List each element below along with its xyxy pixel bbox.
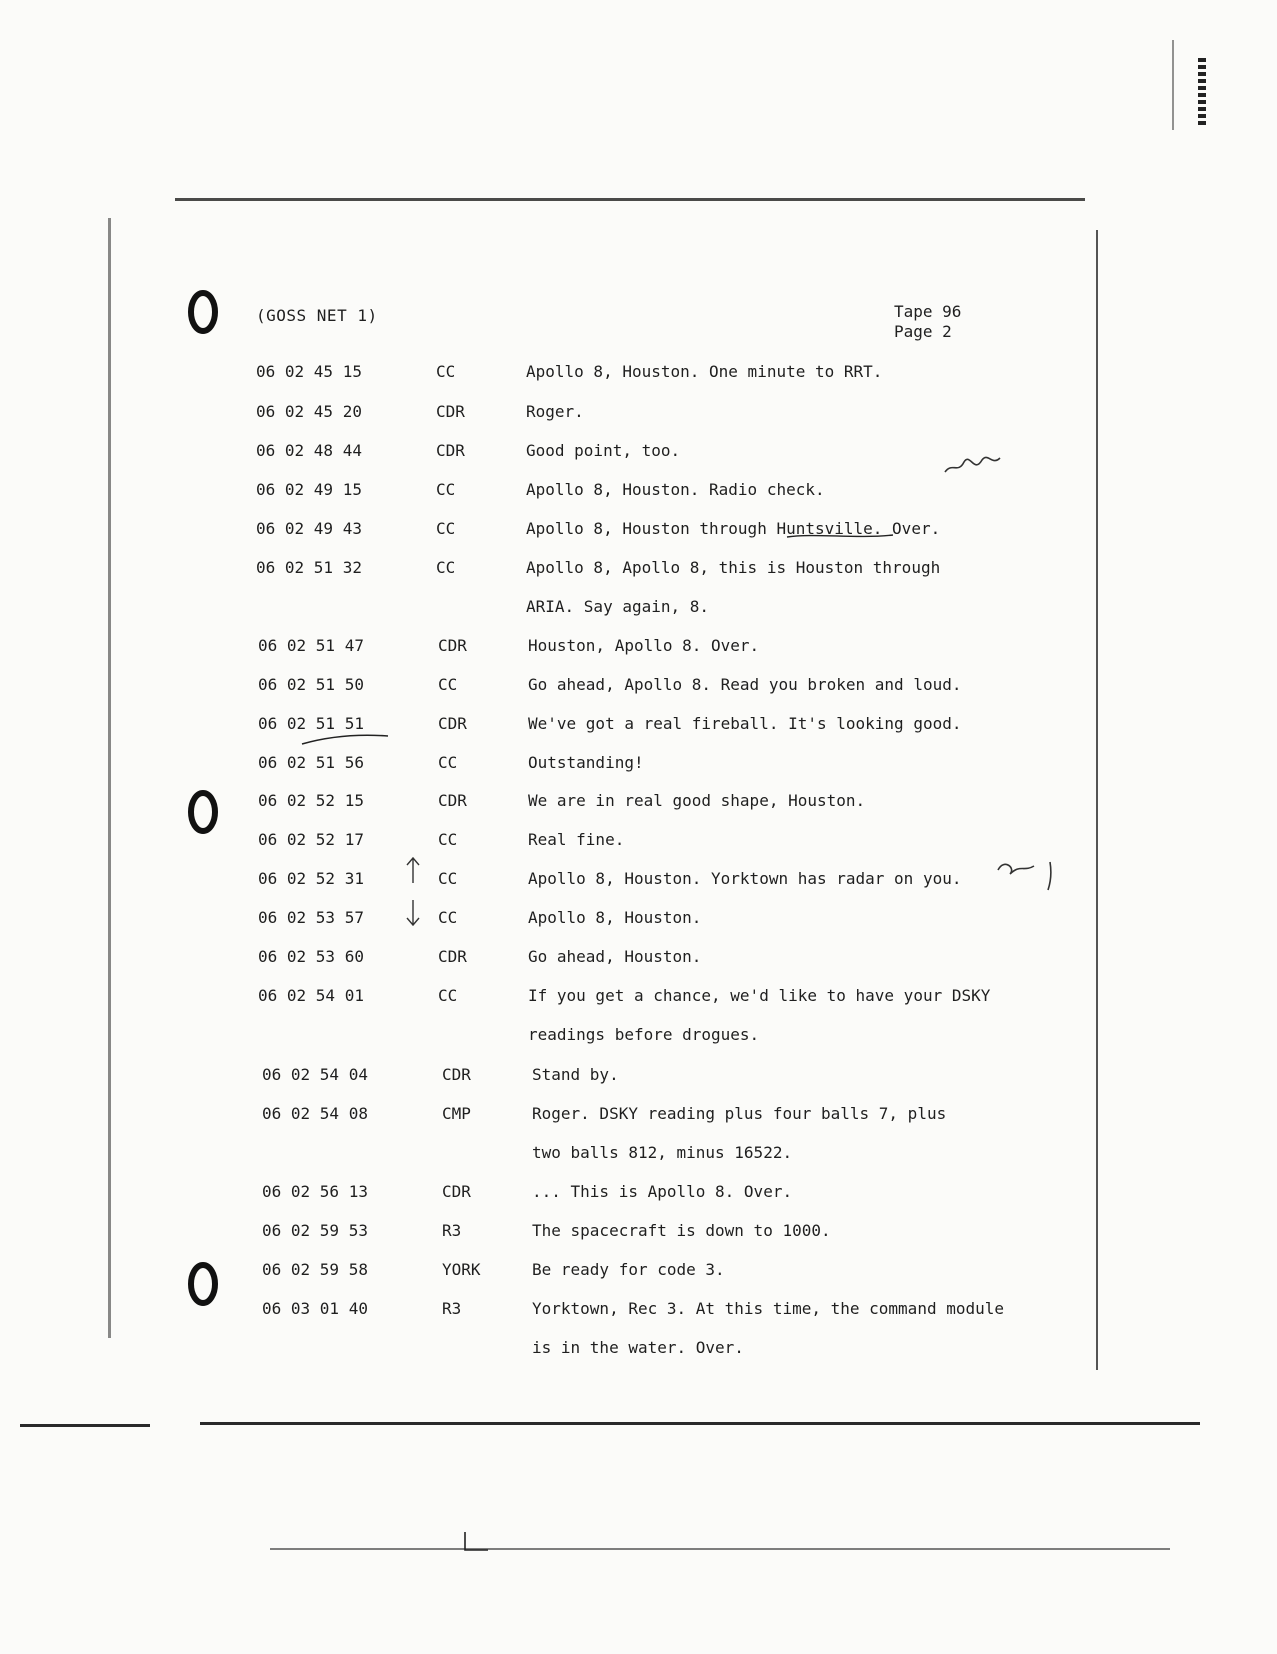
speaker: CDR (438, 791, 467, 810)
speaker: CMP (442, 1104, 471, 1123)
arrow-up-mark (403, 855, 423, 885)
speaker: CC (436, 362, 456, 381)
huntsville-underline (785, 531, 895, 541)
timestamp: 06 02 53 60 (258, 947, 364, 966)
utterance: Good point, too. (526, 441, 681, 460)
arrow-down-mark (403, 898, 423, 928)
utterance: Yorktown, Rec 3. At this time, the command module (532, 1299, 1005, 1318)
timestamp: 06 02 51 47 (258, 636, 364, 655)
utterance: Real fine. (528, 830, 625, 849)
speaker: CC (436, 519, 456, 538)
timestamp: 06 02 52 31 (258, 869, 364, 888)
timestamp: 06 02 52 15 (258, 791, 364, 810)
speaker: CC (438, 830, 458, 849)
timestamp: 06 02 52 17 (258, 830, 364, 849)
utterance: Apollo 8, Houston. Yorktown has radar on you. (528, 869, 962, 888)
timestamp: 06 02 51 56 (258, 753, 364, 772)
handwritten-annotation-margin (990, 850, 1160, 920)
speaker: CDR (436, 402, 465, 421)
timestamp: 06 03 01 40 (262, 1299, 368, 1318)
bottom-rule-left (20, 1424, 150, 1427)
utterance: Apollo 8, Houston. Radio check. (526, 480, 825, 499)
speaker: CDR (436, 441, 465, 460)
left-edge (108, 218, 111, 1338)
utterance: Houston, Apollo 8. Over. (528, 636, 760, 655)
speaker: R3 (442, 1299, 462, 1318)
corner-line (1172, 40, 1174, 130)
timestamp: 06 02 54 04 (262, 1065, 368, 1084)
handwritten-annotation-ring (940, 448, 1010, 478)
utterance: Outstanding! (528, 753, 644, 772)
utterance: Roger. (526, 402, 584, 421)
punch-hole-bottom (186, 1262, 220, 1306)
goss-net-label: (GOSS NET 1) (256, 306, 378, 325)
utterance-continuation: ARIA. Say again, 8. (526, 597, 710, 616)
right-rule (1096, 230, 1098, 1370)
corner-mark (1198, 58, 1206, 128)
utterance-continuation: readings before drogues. (528, 1025, 760, 1044)
utterance: ... This is Apollo 8. Over. (532, 1182, 793, 1201)
utterance-continuation: two balls 812, minus 16522. (532, 1143, 793, 1162)
utterance: Be ready for code 3. (532, 1260, 725, 1279)
speaker: R3 (442, 1221, 462, 1240)
speaker: YORK (442, 1260, 481, 1279)
utterance: Apollo 8, Apollo 8, this is Houston through (526, 558, 941, 577)
tape-number: Tape 96 (894, 302, 962, 321)
speaker: CC (436, 558, 456, 577)
timestamp: 06 02 51 51 (258, 714, 364, 733)
bottom-rule (200, 1422, 1200, 1425)
speaker: CDR (442, 1065, 471, 1084)
utterance: If you get a chance, we'd like to have your DSKY (528, 986, 991, 1005)
speaker: CDR (442, 1182, 471, 1201)
timestamp: 06 02 51 50 (258, 675, 364, 694)
speaker: CC (438, 869, 458, 888)
punch-hole-middle (186, 790, 220, 834)
speaker: CC (438, 753, 458, 772)
speaker: CDR (438, 636, 467, 655)
speaker: CC (438, 986, 458, 1005)
timestamp: 06 02 49 43 (256, 519, 362, 538)
utterance: Apollo 8, Houston. (528, 908, 702, 927)
utterance: We are in real good shape, Houston. (528, 791, 866, 810)
timestamp: 06 02 54 01 (258, 986, 364, 1005)
utterance: Go ahead, Apollo 8. Read you broken and loud. (528, 675, 962, 694)
underline-mark (300, 732, 390, 748)
punch-hole-top (186, 290, 220, 334)
utterance: Apollo 8, Houston. One minute to RRT. (526, 362, 883, 381)
utterance: Stand by. (532, 1065, 619, 1084)
utterance: Roger. DSKY reading plus four balls 7, plus (532, 1104, 947, 1123)
timestamp: 06 02 56 13 (262, 1182, 368, 1201)
timestamp: 06 02 48 44 (256, 441, 362, 460)
timestamp: 06 02 53 57 (258, 908, 364, 927)
timestamp: 06 02 54 08 (262, 1104, 368, 1123)
bottom-faint-rule (270, 1548, 1170, 1550)
timestamp: 06 02 51 32 (256, 558, 362, 577)
bottom-bracket-mark (462, 1530, 492, 1554)
utterance: Go ahead, Houston. (528, 947, 702, 966)
timestamp: 06 02 45 15 (256, 362, 362, 381)
utterance: Apollo 8, Houston through Huntsville. Over. (526, 519, 941, 538)
speaker: CDR (438, 947, 467, 966)
timestamp: 06 02 59 58 (262, 1260, 368, 1279)
utterance: We've got a real fireball. It's looking good. (528, 714, 962, 733)
speaker: CDR (438, 714, 467, 733)
top-rule (175, 198, 1085, 201)
page-number: Page 2 (894, 322, 952, 341)
timestamp: 06 02 45 20 (256, 402, 362, 421)
utterance: The spacecraft is down to 1000. (532, 1221, 831, 1240)
speaker: CC (436, 480, 456, 499)
utterance-continuation: is in the water. Over. (532, 1338, 744, 1357)
timestamp: 06 02 49 15 (256, 480, 362, 499)
timestamp: 06 02 59 53 (262, 1221, 368, 1240)
tape-page-block (894, 302, 961, 342)
speaker: CC (438, 675, 458, 694)
speaker: CC (438, 908, 458, 927)
